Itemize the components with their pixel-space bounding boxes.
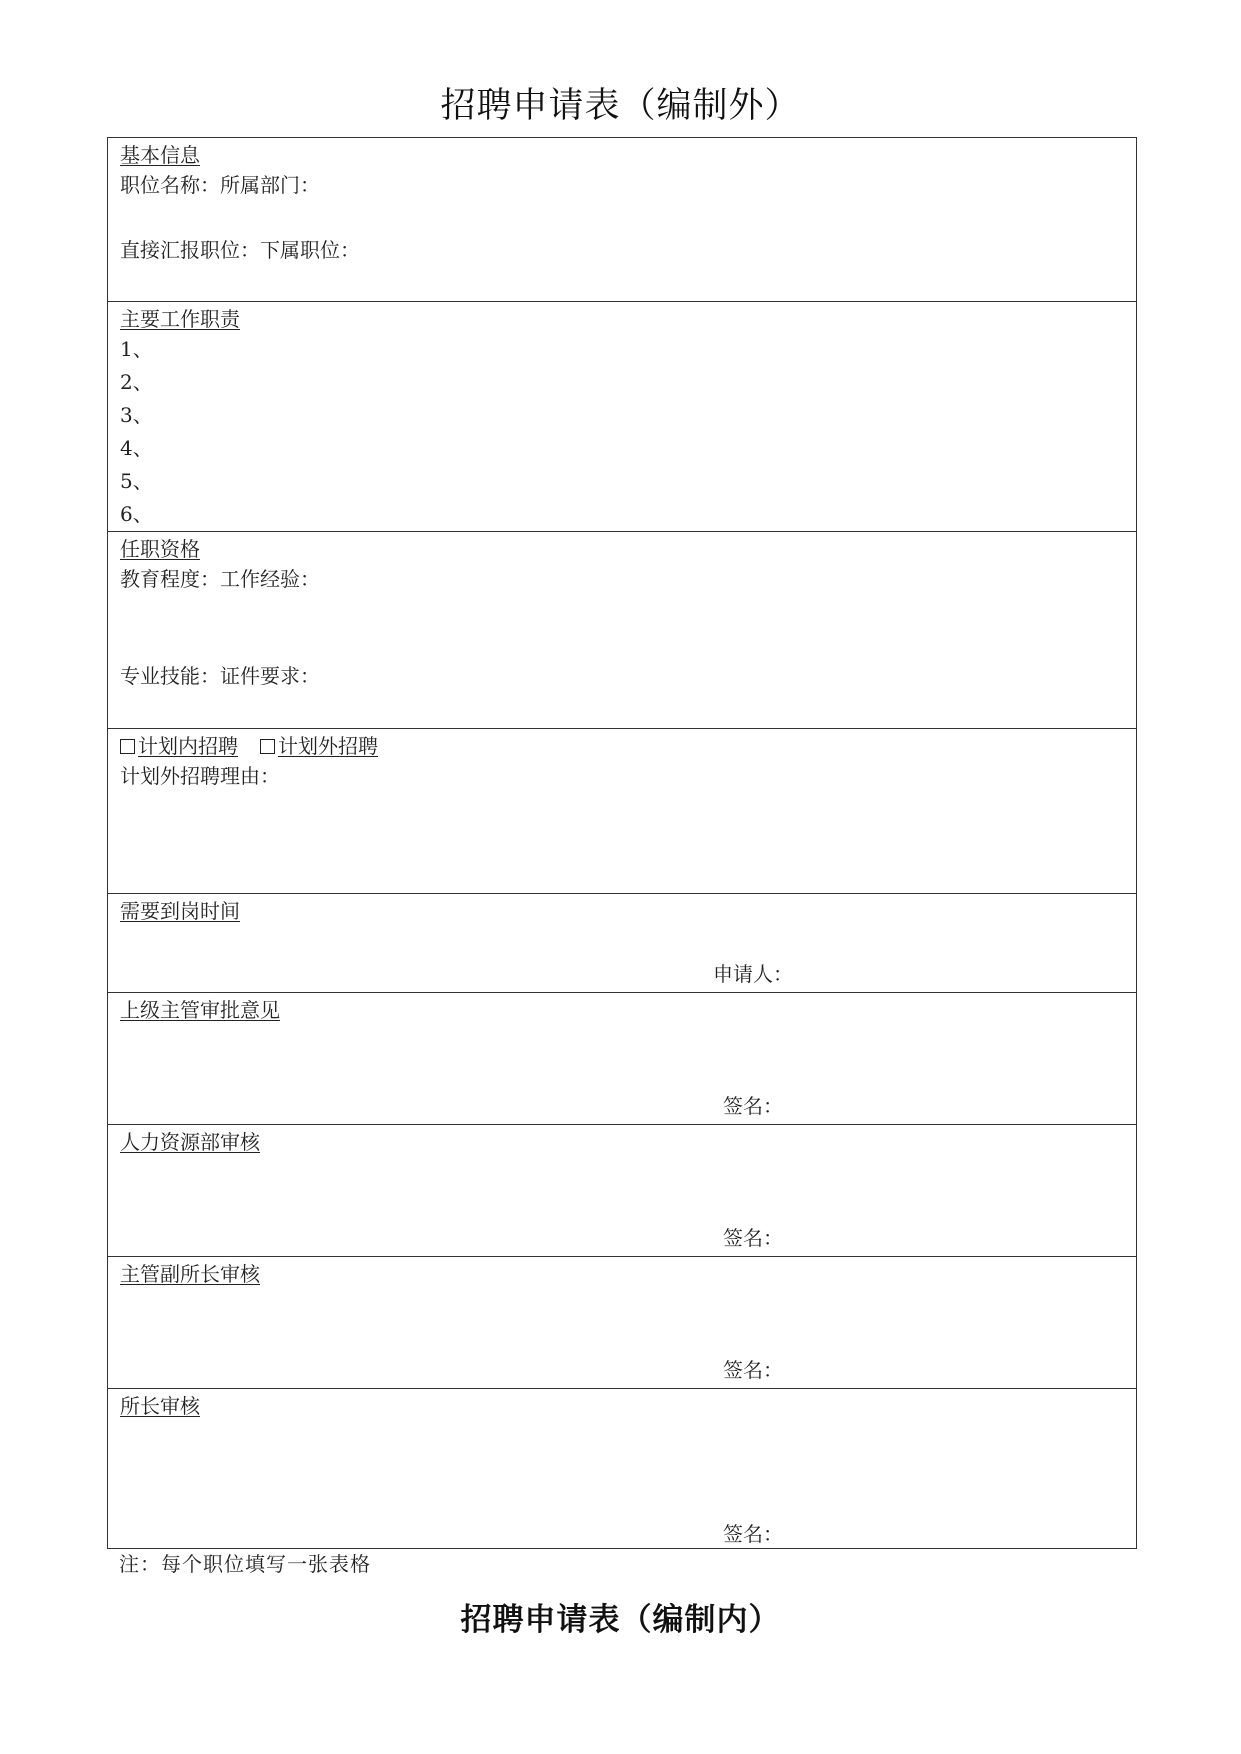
duty-item-2[interactable]: 2、 <box>120 370 153 394</box>
section-title-basic-info: 基本信息 <box>120 143 200 167</box>
report-to-subordinate-field[interactable]: 直接汇报职位：下属职位： <box>120 238 360 262</box>
duty-item-3[interactable]: 3、 <box>120 403 153 427</box>
section-hr-review <box>108 1125 1136 1257</box>
section-director-review <box>108 1389 1136 1548</box>
duty-item-5[interactable]: 5、 <box>120 469 153 493</box>
section-title-vice-director-review: 主管副所长审核 <box>120 1262 260 1286</box>
section-basic-info <box>108 138 1136 302</box>
next-page-title: 招聘申请表（编制内） <box>460 1602 781 1638</box>
section-arrival-time <box>108 894 1136 993</box>
section-title-supervisor-approval: 上级主管审批意见 <box>120 998 280 1022</box>
education-experience-field[interactable]: 教育程度：工作经验： <box>120 567 320 591</box>
duty-item-4[interactable]: 4、 <box>120 436 153 460</box>
page-title: 招聘申请表（编制外） <box>440 86 801 126</box>
director-signature-field[interactable]: 签名： <box>723 1522 783 1546</box>
section-vice-director-review <box>108 1257 1136 1389</box>
duty-item-6[interactable]: 6、 <box>120 502 153 526</box>
checkbox-plan-out[interactable] <box>260 739 275 754</box>
section-plan <box>108 729 1136 894</box>
form-note: 注：每个职位填写一张表格 <box>119 1552 371 1576</box>
section-title-arrival-time: 需要到岗时间 <box>120 899 240 923</box>
section-duties <box>108 302 1136 532</box>
supervisor-signature-field[interactable]: 签名： <box>723 1094 783 1118</box>
checkbox-plan-in[interactable] <box>120 739 135 754</box>
plan-out-option[interactable] <box>260 734 378 758</box>
section-title-duties: 主要工作职责 <box>120 307 240 331</box>
section-title-hr-review: 人力资源部审核 <box>120 1130 260 1154</box>
hr-signature-field[interactable]: 签名： <box>723 1226 783 1250</box>
applicant-signature-field[interactable]: 申请人： <box>713 962 793 986</box>
section-qualifications <box>108 532 1136 729</box>
plan-in-label: 计划内招聘 <box>138 734 238 758</box>
skills-certificate-field[interactable]: 专业技能：证件要求： <box>120 664 320 688</box>
section-title-director-review: 所长审核 <box>120 1394 200 1418</box>
plan-in-option[interactable] <box>120 734 238 758</box>
position-department-field[interactable]: 职位名称：所属部门： <box>120 173 320 197</box>
recruitment-form-table <box>107 137 1137 1549</box>
section-supervisor-approval <box>108 993 1136 1125</box>
section-title-qualifications: 任职资格 <box>120 537 200 561</box>
plan-options <box>120 733 378 759</box>
plan-out-reason-field[interactable]: 计划外招聘理由： <box>120 764 280 788</box>
plan-out-label: 计划外招聘 <box>278 734 378 758</box>
duty-item-1[interactable]: 1、 <box>120 337 153 361</box>
vice-director-signature-field[interactable]: 签名： <box>723 1358 783 1382</box>
